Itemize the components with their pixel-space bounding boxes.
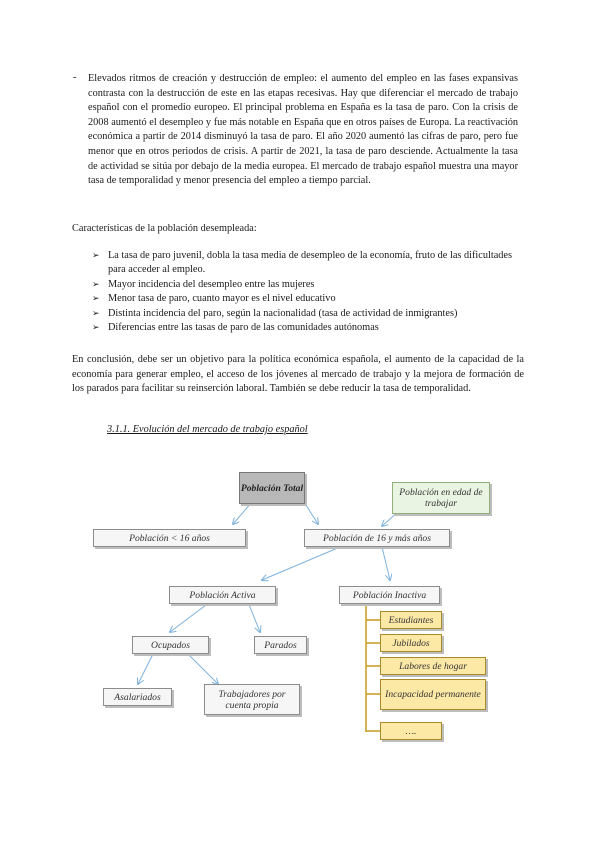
box-labores-hogar: Labores de hogar: [380, 657, 486, 675]
arrow-bullet-icon: ➢: [92, 251, 100, 261]
dash-bullet: -: [73, 72, 77, 83]
box-poblacion-inactiva: Población Inactiva: [339, 586, 440, 604]
list-item: ➢ Menor tasa de paro, cuanto mayor es el nivel educativo: [92, 292, 522, 306]
arrow-bullet-icon: ➢: [92, 323, 100, 334]
arrow-total-to-menor16: [233, 502, 252, 524]
box-poblacion-activa: Población Activa: [169, 586, 276, 604]
box-cuenta-propia: Trabajadores por cuenta propia: [204, 684, 300, 715]
arrow-activa-to-ocupados: [170, 602, 210, 632]
arrow-mayor16-to-activa: [262, 547, 340, 580]
arrow-activa-to-parados: [248, 602, 260, 632]
box-parados: Parados: [254, 636, 307, 654]
box-poblacion-mayor-16: Población de 16 y más años: [304, 529, 450, 547]
list-item: ➢ Diferencias entre las tasas de paro de las comunidades autónomas: [92, 321, 522, 335]
arrow-ocupados-to-asalariados: [138, 652, 154, 684]
conclusion-paragraph: En conclusión, debe ser un objetivo para la política económica española, el aumento de la capacidad de la economía para generar empleo, el acceso de los jóvenes al mercado de trabajo y la mejora de formación de los parados para facilitar su reinserción laboral. También se debe reducir la tasa de temporalidad.: [72, 354, 524, 395]
population-diagram: [0, 440, 600, 760]
inactive-tree-lines: [366, 604, 380, 732]
box-estudiantes: Estudiantes: [380, 611, 442, 629]
box-poblacion-total: Población Total: [239, 472, 305, 504]
box-incapacidad-permanente: Incapacidad permanente: [380, 679, 486, 710]
box-ocupados: Ocupados: [132, 636, 209, 654]
characteristics-heading: Características de la población desempleada:: [72, 223, 257, 234]
box-poblacion-menor-16: Población < 16 años: [93, 529, 246, 547]
paragraph-text: Elevados ritmos de creación y destrucción de empleo: el aumento del empleo en las fases expansivas contrasta con la destrucción de este en las etapas recesivas. Hay que diferenciar el mercado de trabajo español con el promedio europeo. El principal problema en España es la tasa de paro. Con la crisis de 2008 aumentó el desempleo y fue más notable en España que en otros países de Europa. La reactivación económica a partir de 2014 disminuyó la tasa de paro. El año 2020 aumentó las cifras de paro, pero fue menor que en otros periodos de crisis. A partir de 2021, la tasa de paro desciende. Actualmente la tasa de actividad se sitúa por debajo de la media europea. El mercado de trabajo español muestra una mayor tasa de temporalidad y menor presencia del empleo a tiempo parcial.: [88, 73, 518, 187]
list-item: ➢ Distinta incidencia del paro, según la nacionalidad (tasa de actividad de inmigrantes): [92, 307, 522, 321]
characteristics-list: [92, 249, 522, 335]
arrow-bullet-icon: ➢: [92, 294, 100, 305]
arrow-edad-to-mayor16: [382, 512, 398, 526]
box-poblacion-edad-trabajar: Población en edad de trabajar: [392, 482, 490, 514]
list-item: ➢ La tasa de paro juvenil, dobla la tasa media de desempleo de la economía, fruto de las dificultades para acceder al empleo.: [92, 250, 513, 276]
section-title: 3.1.1. Evolución del mercado de trabajo español: [107, 424, 308, 435]
arrow-bullet-icon: ➢: [92, 279, 100, 290]
arrow-ocupados-to-cuenta-propia: [186, 652, 218, 684]
arrow-mayor16-to-inactiva: [382, 547, 390, 580]
box-otros: ….: [380, 722, 442, 740]
box-asalariados: Asalariados: [103, 688, 172, 706]
box-jubilados: Jubilados: [380, 634, 442, 652]
paragraph-employment-rhythms: [73, 72, 518, 189]
arrow-total-to-mayor16: [304, 502, 318, 524]
list-item: ➢ Mayor incidencia del desempleo entre las mujeres: [92, 278, 522, 292]
arrow-bullet-icon: ➢: [92, 308, 100, 319]
